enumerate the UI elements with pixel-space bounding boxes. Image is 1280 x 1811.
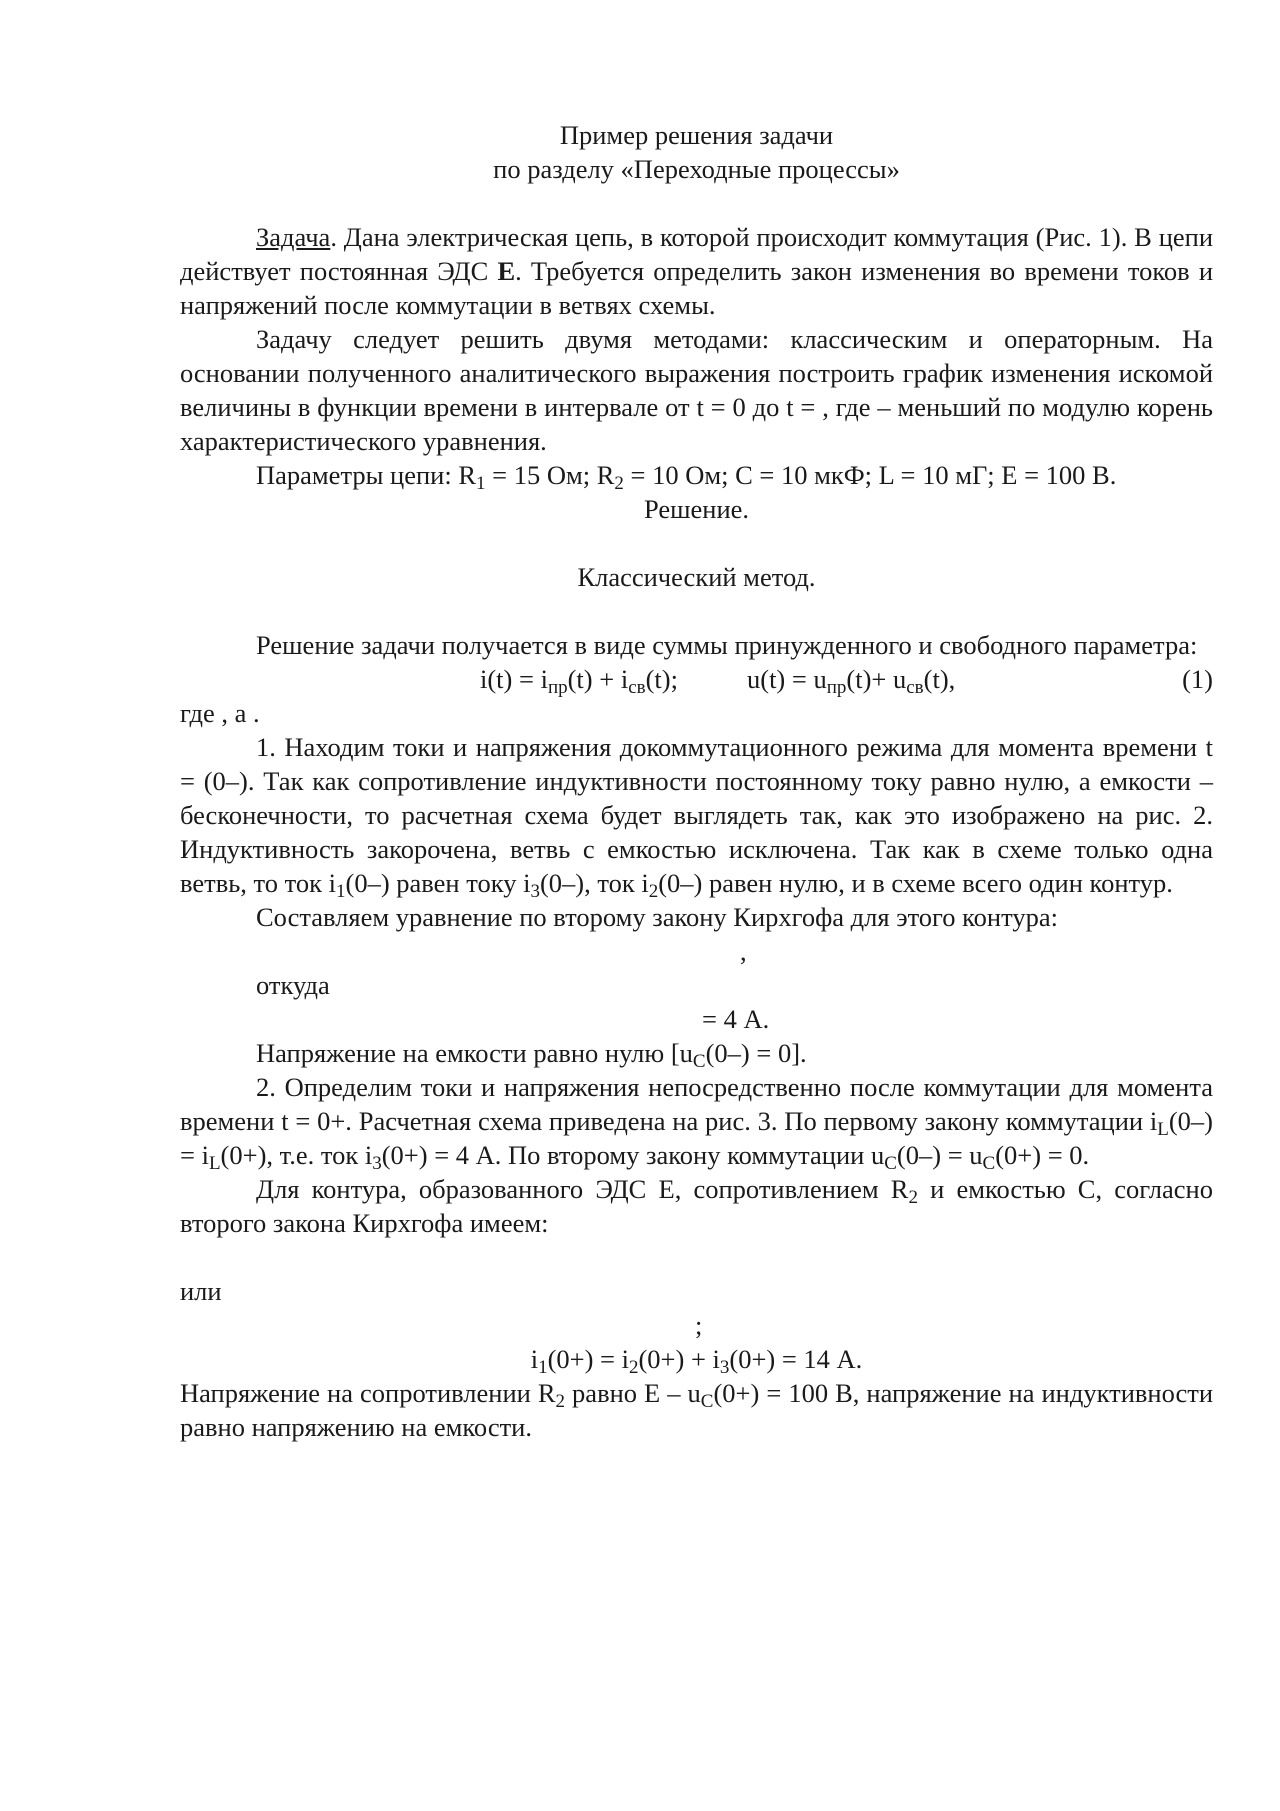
task-paragraph: Задачу следует решить двумя методами: классическим и операторным. На основании полученного аналитического выражения построить график изменения искомой величины в функции времени в интервале от t = 0 до t = , где – меньший по модулю корень характеристического уравнения. (180, 324, 1213, 456)
parameters-paragraph: Параметры цепи: $R_1 = 15$ Ом; $R_2 = 10$ Ом; С = 10 мкФ; L = 10 мГ; E = 100 В. (256, 460, 1117, 494)
spacer (180, 186, 1213, 220)
current-balance-equation: $i_1(0+) = i_2(0+) + i_3(0+) = 14$ А. (530, 1344, 863, 1378)
intro-paragraph: Решение задачи получается в виде суммы принужденного и свободного параметра: (256, 630, 1198, 660)
equation-voltage: $u(t) = u_{пр}(t)+ u_{св}(t)$, (747, 664, 956, 698)
where-line: где , а . (180, 698, 260, 728)
problem-paragraph: Задача. Дана электрическая цепь, в которой происходит коммутация (Рис. 1). В цепи действует постоянная ЭДС E. Требуется определить закон изменения во времени токов и напряжений после коммутации в ветвях схемы. (180, 222, 1213, 320)
document-page (180, 118, 1213, 1444)
spacer (180, 1240, 1213, 1274)
step-2-paragraph: 2. Определим токи и напряжения непосредственно после коммутации для момента времени t = 0+. Расчетная схема приведена на рис. 3. По первому закону коммутации $i_L(0-) = i_L(0+)$, т.е. ток $i_3(0+) = 4$ А. По второму закону коммутации $u_C(0-) = u_C(0+) = 0$. (180, 1072, 1213, 1174)
step-1-paragraph: 1. Находим токи и напряжения докоммутационного режима для момента времени t = (0–). Так как сопротивление индуктивности постоянному току равно нулю, а емкости – бесконечности, то расчетная схема будет выглядеть так, как это изображено на рис. 2. Индуктивность закорочена, ветвь с емкостью исключена. Так как в схеме только одна ветвь, то ток $i_1(0-)$ равен току $i_3(0-)$, ток $i_2(0-)$ равен нулю, и в схеме всего один контур. (180, 732, 1213, 902)
contour-paragraph: Для контура, образованного ЭДС Е, сопротивлением $R_2$ и емкостью С, согласно второго закона Кирхгофа имеем: (180, 1174, 1213, 1238)
equation-comma: , (740, 936, 747, 966)
otkuda-line: откуда (256, 970, 330, 1000)
kirchhoff-intro: Составляем уравнение по второму закону Кирхгофа для этого контура: (256, 902, 1058, 932)
spacer (180, 594, 1213, 628)
equation-semicolon: ; (695, 1310, 703, 1340)
problem-label: Задача (256, 222, 331, 252)
emf-symbol: E (497, 256, 516, 286)
title-line-2: по разделу «Переходные процессы» (493, 154, 900, 184)
equation-current: $i(t) = i_{пр}(t) + i_{св}(t)$; (480, 664, 678, 698)
result-4a: = 4 А. (702, 1004, 770, 1034)
equation-1 (180, 662, 1213, 696)
classical-method-heading: Классический метод. (577, 562, 816, 592)
equation-number: (1) (1182, 664, 1213, 694)
ili-line: или (180, 1276, 222, 1306)
final-paragraph: Напряжение на сопротивлении $R_2$ равно $E - u_C(0+) = 100$ В, напряжение на индуктивности равно напряжению на емкости. (180, 1378, 1214, 1442)
spacer (180, 526, 1213, 560)
solution-heading: Решение. (643, 494, 750, 524)
uc-zero-line: Напряжение на емкости равно нулю $[u_C(0-) = 0]$. (256, 1038, 807, 1072)
title-line-1: Пример решения задачи (559, 120, 834, 150)
